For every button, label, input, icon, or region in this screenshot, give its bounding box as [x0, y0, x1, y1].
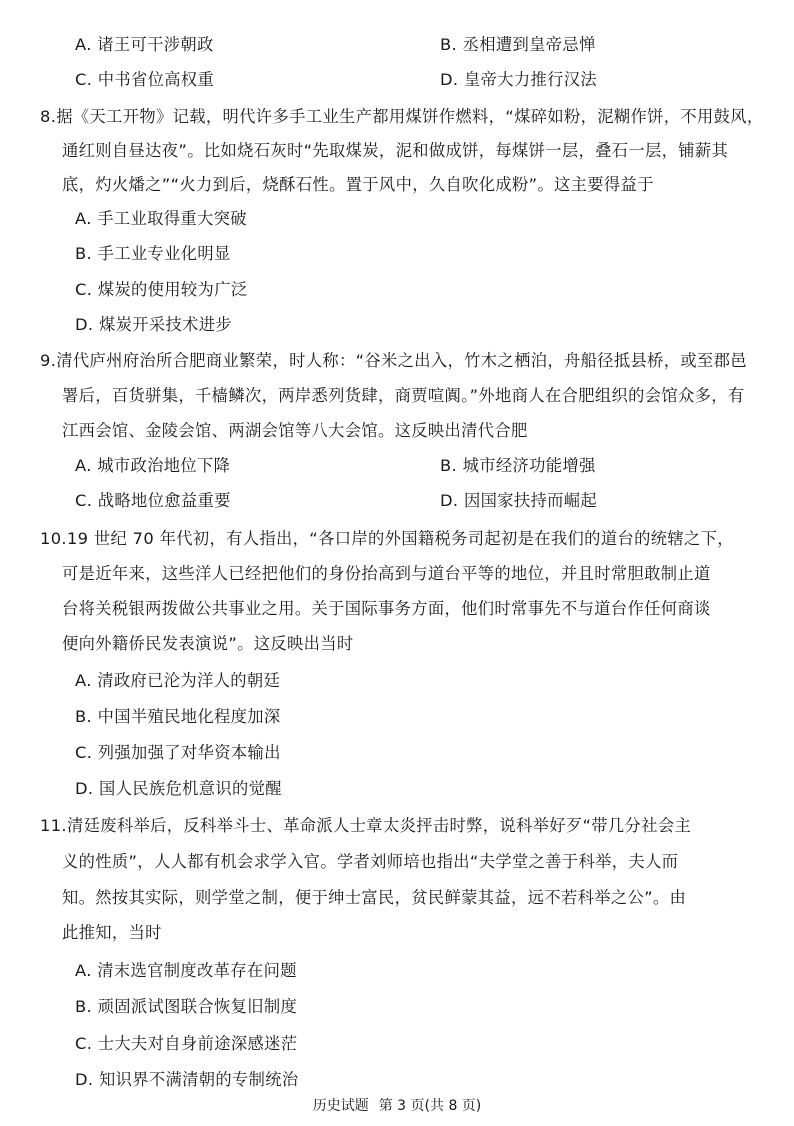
- q8-stem-line-2: 通红则自昼达夜”。比如烧石灰时“先取煤炭，泥和做成饼，每煤饼一层，叠石一层，铺薪其: [62, 141, 729, 160]
- q7-option-a: A. 诸王可干涉朝政: [75, 35, 214, 54]
- q9-option-b: B. 城市经济功能增强: [440, 456, 596, 475]
- footer-page-number: 第 3 页(共 8 页): [378, 1098, 482, 1114]
- q11-option-c: C. 士大夫对自身前途深感迷茫: [75, 1034, 298, 1053]
- q8-option-d: D. 煤炭开采技术进步: [75, 315, 232, 334]
- q7-option-d: D. 皇帝大力推行汉法: [440, 70, 597, 89]
- q8-option-c: C. 煤炭的使用较为广泛: [75, 280, 248, 299]
- q10-option-a: A. 清政府已沦为洋人的朝廷: [75, 671, 281, 690]
- q8-stem-line-3: 底，灼火燔之”“火力到后，烧酥石性。置于风中，久自吹化成粉”。这主要得益于: [62, 175, 654, 194]
- q10-option-d: D. 国人民族危机意识的觉醒: [75, 779, 282, 798]
- page-footer: [0, 1096, 794, 1116]
- q9-option-d: D. 因国家扶持而崛起: [440, 491, 597, 510]
- footer-subject: 历史试题: [312, 1098, 369, 1114]
- q11-stem-line-3: 知。然按其实际，则学堂之制，便于绅士富民，贫民鲜蒙其益，远不若科举之公”。由: [62, 888, 687, 907]
- q9-stem-line-1: 9.清代庐州府治所合肥商业繁荣，时人称：“谷米之出入，竹木之栖泊，舟船径抵县桥，或至郡邑: [40, 351, 747, 370]
- q9-stem-line-2: 署后，百货骈集，千樯鳞次，两岸悉列货肆，商贾喧阗。”外地商人在合肥组织的会馆众多，有: [62, 386, 745, 405]
- q7-option-c: C. 中书省位高权重: [75, 70, 215, 89]
- q11-option-a: A. 清末选官制度改革存在问题: [75, 961, 297, 980]
- q7-option-b: B. 丞相遭到皇帝忌惮: [440, 35, 596, 54]
- q10-stem-line-4: 便向外籍侨民发表演说”。这反映出当时: [62, 634, 354, 653]
- q8-option-b: B. 手工业专业化明显: [75, 244, 231, 263]
- q8-option-a: A. 手工业取得重大突破: [75, 209, 247, 228]
- q11-option-b: B. 顽固派试图联合恢复旧制度: [75, 997, 298, 1016]
- q10-option-b: B. 中国半殖民地化程度加深: [75, 707, 281, 726]
- q10-stem-line-1: 10.19 世纪 70 年代初，有人指出，“各口岸的外国籍税务司起初是在我们的道台的统辖之下，: [40, 529, 734, 548]
- q10-option-c: C. 列强加强了对华资本输出: [75, 743, 281, 762]
- q9-stem-line-3: 江西会馆、金陵会馆、两湖会馆等八大会馆。这反映出清代合肥: [62, 421, 528, 440]
- q11-option-d: D. 知识界不满清朝的专制统治: [75, 1070, 299, 1089]
- q10-stem-line-2: 可是近年来，这些洋人已经把他们的身份抬高到与道台平等的地位，并且时常胆敢制止道: [62, 564, 711, 583]
- q9-option-a: A. 城市政治地位下降: [75, 456, 231, 475]
- q9-option-c: C. 战略地位愈益重要: [75, 491, 231, 510]
- q10-stem-line-3: 台将关税银两拨做公共事业之用。关于国际事务方面，他们时常事先不与道台作任何商谈: [62, 599, 711, 618]
- q11-stem-line-1: 11.清廷废科举后，反科举斗士、革命派人士章太炎抨击时弊，说科举好歹“带几分社会主: [40, 816, 692, 835]
- q8-stem-line-1: 8.据《天工开物》记载，明代许多手工业生产都用煤饼作燃料，“煤碎如粉，泥糊作饼，不用鼓风，: [40, 107, 764, 126]
- q11-stem-line-2: 义的性质”，人人都有机会求学入官。学者刘师培也指出“夫学堂之善于科举，夫人而: [62, 852, 679, 871]
- q11-stem-line-4: 此推知，当时: [62, 923, 162, 942]
